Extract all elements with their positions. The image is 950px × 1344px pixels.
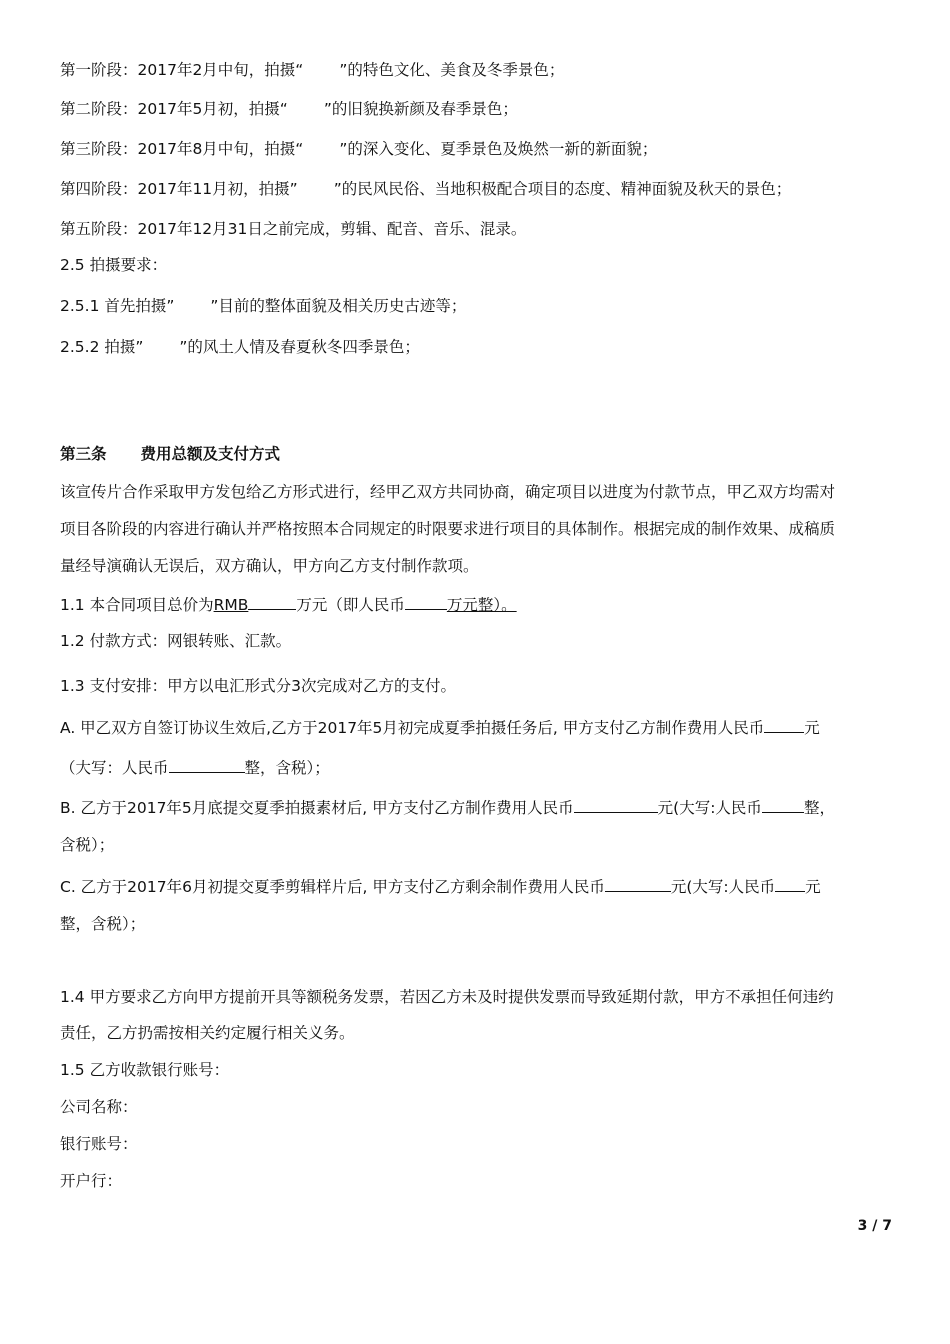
item-1-2: 1.2 付款方式：网银转账、汇款。: [60, 632, 292, 650]
item-1-1: 1.1 本合同项目总价为RMB 万元（即人民币 万元整）。: [60, 593, 517, 615]
stage-5: 第五阶段：2017年12月31日之前完成，剪辑、配音、音乐、混录。: [60, 220, 527, 238]
payment-b-line-2: 含税）；: [60, 836, 115, 854]
article-3-para-line-1: 该宣传片合作采取甲方发包给乙方形式进行，经甲乙双方共同协商，确定项目以进度为付款节点，甲乙双方均需对: [60, 483, 836, 501]
stage-3: 第三阶段：2017年8月中旬，拍摄“ ”的深入变化、夏季景色及焕然一新的新面貌；: [60, 140, 658, 158]
payment-b-line-1: B. 乙方于2017年5月底提交夏季拍摄素材后, 甲方支付乙方制作费用人民币 元(大写:人民币 整，: [60, 796, 835, 818]
article-3-heading: 第三条 费用总额及支付方式: [60, 445, 281, 463]
opening-bank-field: 开户行：: [60, 1172, 123, 1190]
item-1-3: 1.3 支付安排：甲方以电汇形式分3次完成对乙方的支付。: [60, 677, 456, 695]
requirement-2-5-2: 2.5.2 拍摄” ”的风土人情及春夏秋冬四季景色；: [60, 338, 420, 356]
item-1-5: 1.5 乙方收款银行账号：: [60, 1061, 230, 1079]
payment-c-line-2: 整，含税）；: [60, 915, 146, 933]
stage-1: 第一阶段：2017年2月中旬，拍摄“ ”的特色文化、美食及冬季景色；: [60, 61, 565, 79]
article-3-para-line-2: 项目各阶段的内容进行确认并严格按照本合同规定的时限要求进行项目的具体制作。根据完成的制作效果、成稿质: [60, 520, 836, 538]
payment-c-line-1: C. 乙方于2017年6月初提交夏季剪辑样片后, 甲方支付乙方剩余制作费用人民币 元(大写:人民币 元: [60, 875, 821, 897]
item-1-4-line-1: 1.4 甲方要求乙方向甲方提前开具等额税务发票，若因乙方未及时提供发票而导致延期付款，甲方不承担任何违约: [60, 988, 834, 1006]
article-3-para-line-3: 量经导演确认无误后，双方确认，甲方向乙方支付制作款项。: [60, 557, 479, 575]
page-number: 3 / 7: [857, 1218, 892, 1234]
stage-2: 第二阶段：2017年5月初，拍摄“ ”的旧貌换新颜及春季景色；: [60, 100, 518, 118]
shooting-requirements-title: 2.5 拍摄要求：: [60, 256, 168, 274]
company-name-field: 公司名称：: [60, 1098, 138, 1116]
requirement-2-5-1: 2.5.1 首先拍摄” ”目前的整体面貌及相关历史古迹等；: [60, 297, 467, 315]
payment-a-line-2: （大写：人民币 整，含税）；: [60, 756, 330, 778]
payment-a-line-1: A. 甲乙双方自签订协议生效后,乙方于2017年5月初完成夏季拍摄任务后, 甲方支付乙方制作费用人民币 元: [60, 716, 820, 738]
stage-4: 第四阶段：2017年11月初，拍摄” ”的民风民俗、当地积极配合项目的态度、精神面貌及秋天的景色；: [60, 180, 792, 198]
bank-account-field: 银行账号：: [60, 1135, 138, 1153]
item-1-4-line-2: 责任，乙方扔需按相关约定履行相关义务。: [60, 1024, 355, 1042]
